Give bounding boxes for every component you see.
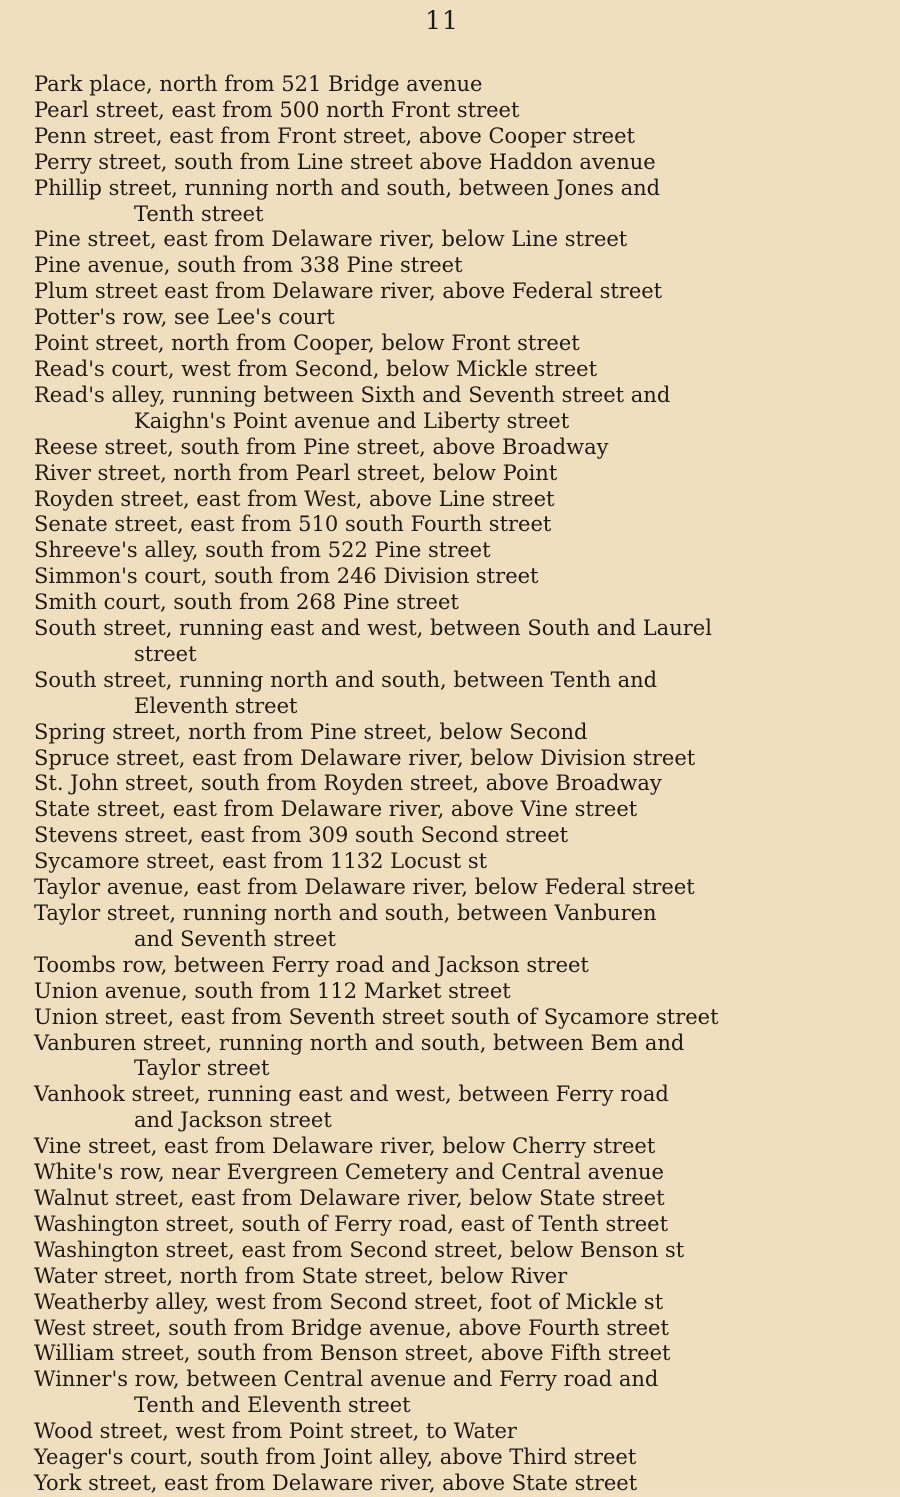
street-entry (34, 98, 850, 124)
street-entry (34, 279, 850, 305)
street-entry (34, 538, 850, 564)
street-entry (34, 150, 850, 176)
street-entry-continuation: street (134, 641, 197, 666)
street-entry (34, 1419, 850, 1445)
street-entry-continuation: Kaighn's Point avenue and Liberty street (134, 408, 570, 433)
street-entry (34, 1212, 850, 1238)
street-entry (34, 1341, 850, 1367)
street-entry-text: Winner's row, between Central avenue and Ferry road and (34, 1367, 659, 1392)
street-entry (34, 124, 850, 150)
street-entry (34, 823, 850, 849)
street-entry-text: Yeager's court, south from Joint alley, above Third street (34, 1445, 637, 1470)
street-entry-text: Plum street east from Delaware river, above Federal street (34, 279, 663, 304)
street-entry-text: Taylor avenue, east from Delaware river, below Federal street (34, 875, 695, 900)
street-entry-continuation: Taylor street (134, 1056, 270, 1081)
street-entry (34, 771, 850, 797)
street-entry (34, 979, 850, 1005)
street-entry (34, 253, 850, 279)
street-entry (34, 901, 850, 953)
street-entry (34, 383, 850, 435)
street-entry-continuation: and Seventh street (134, 926, 336, 951)
street-entry-text: Perry street, south from Line street above Haddon avenue (34, 149, 656, 174)
street-entry (34, 1471, 850, 1497)
street-entry-text: Smith court, south from 268 Pine street (34, 590, 459, 615)
street-entry (34, 797, 850, 823)
street-directory-list (34, 72, 850, 1497)
street-entry (34, 227, 850, 253)
street-entry (34, 1367, 850, 1419)
street-entry-text: Reese street, south from Pine street, above Broadway (34, 434, 609, 459)
street-entry (34, 720, 850, 746)
page-number: 11 (425, 6, 459, 35)
street-entry-text: Phillip street, running north and south, between Jones and (34, 175, 661, 200)
street-entry-continuation: Eleventh street (134, 693, 298, 718)
street-entry-text: Vine street, east from Delaware river, below Cherry street (34, 1134, 656, 1159)
street-entry-text: Park place, north from 521 Bridge avenue (34, 72, 483, 96)
street-entry (34, 487, 850, 513)
street-entry-text: Point street, north from Cooper, below Front street (34, 331, 580, 356)
street-entry-text: Taylor street, running north and south, between Vanburen (34, 901, 657, 925)
street-entry-text: Vanhook street, running east and west, between Ferry road (34, 1082, 669, 1107)
street-entry (34, 1264, 850, 1290)
street-entry (34, 512, 850, 538)
street-entry (34, 357, 850, 383)
street-entry-text: Royden street, east from West, above Line street (34, 486, 555, 511)
street-entry-continuation: Tenth street (134, 201, 264, 226)
street-entry (34, 590, 850, 616)
street-entry (34, 875, 850, 901)
street-entry (34, 461, 850, 487)
street-entry-text: Walnut street, east from Delaware river, below State street (34, 1185, 665, 1210)
street-entry-text: West street, south from Bridge avenue, above Fourth street (34, 1315, 669, 1340)
street-entry-text: South street, running north and south, between Tenth and (34, 667, 658, 692)
street-entry (34, 1005, 850, 1031)
street-entry-text: Sycamore street, east from 1132 Locust st (34, 849, 488, 874)
street-entry (34, 746, 850, 772)
street-entry (34, 616, 850, 668)
street-entry-text: Union street, east from Seventh street south of Sycamore street (34, 1004, 719, 1029)
street-entry-text: York street, east from Delaware river, above State street (34, 1470, 638, 1495)
street-entry-continuation: Tenth and Eleventh street (134, 1393, 411, 1418)
street-entry-text: Vanburen street, running north and south, between Bem and (34, 1030, 685, 1055)
street-entry-text: Washington street, south of Ferry road, east of Tenth street (34, 1211, 669, 1236)
street-entry-text: Wood street, west from Point street, to Water (34, 1419, 517, 1444)
street-entry-text: Potter's row, see Lee's court (34, 305, 335, 330)
street-entry (34, 1186, 850, 1212)
street-entry-text: Shreeve's alley, south from 522 Pine street (34, 538, 491, 563)
street-entry-text: South street, running east and west, between South and Laurel (34, 616, 712, 641)
street-entry-text: Pearl street, east from 500 north Front street (34, 97, 520, 122)
street-entry (34, 331, 850, 357)
street-entry (34, 564, 850, 590)
street-entry-text: White's row, near Evergreen Cemetery and Central avenue (34, 1160, 664, 1185)
street-entry-text: Read's court, west from Second, below Mickle street (34, 356, 598, 381)
street-entry-text: Penn street, east from Front street, above Cooper street (34, 123, 635, 148)
street-entry (34, 1290, 850, 1316)
street-entry-text: State street, east from Delaware river, above Vine street (34, 797, 638, 822)
street-entry-text: Senate street, east from 510 south Fourth street (34, 512, 552, 537)
street-entry (34, 305, 850, 331)
street-entry-text: Toombs row, between Ferry road and Jackson street (34, 952, 589, 977)
street-entry-text: Union avenue, south from 112 Market street (34, 978, 511, 1003)
street-entry (34, 435, 850, 461)
street-entry (34, 1082, 850, 1134)
street-entry-text: William street, south from Benson street, above Fifth street (34, 1341, 671, 1366)
street-entry (34, 849, 850, 875)
street-entry-text: Pine street, east from Delaware river, below Line street (34, 227, 628, 252)
street-entry-text: Weatherby alley, west from Second street, foot of Mickle st (34, 1289, 664, 1314)
street-entry-text: Water street, north from State street, below River (34, 1263, 568, 1288)
street-entry (34, 1031, 850, 1083)
street-entry-text: St. John street, south from Royden street, above Broadway (34, 771, 662, 796)
street-entry (34, 1160, 850, 1186)
street-entry-text: Spring street, north from Pine street, below Second (34, 719, 588, 744)
street-entry-text: Stevens street, east from 309 south Second street (34, 823, 569, 848)
street-entry (34, 176, 850, 228)
street-entry-text: Washington street, east from Second street, below Benson st (34, 1237, 685, 1262)
street-entry-text: Pine avenue, south from 338 Pine street (34, 253, 463, 278)
street-entry (34, 953, 850, 979)
street-entry (34, 72, 850, 98)
street-entry (34, 1134, 850, 1160)
street-entry-text: Spruce street, east from Delaware river, below Division street (34, 745, 696, 770)
street-entry (34, 1238, 850, 1264)
street-entry-text: Read's alley, running between Sixth and Seventh street and (34, 382, 671, 407)
street-entry (34, 1316, 850, 1342)
street-entry (34, 668, 850, 720)
street-entry-text: River street, north from Pearl street, below Point (34, 460, 558, 485)
street-entry-continuation: and Jackson street (134, 1108, 332, 1133)
street-entry-text: Simmon's court, south from 246 Division street (34, 564, 539, 589)
street-entry (34, 1445, 850, 1471)
